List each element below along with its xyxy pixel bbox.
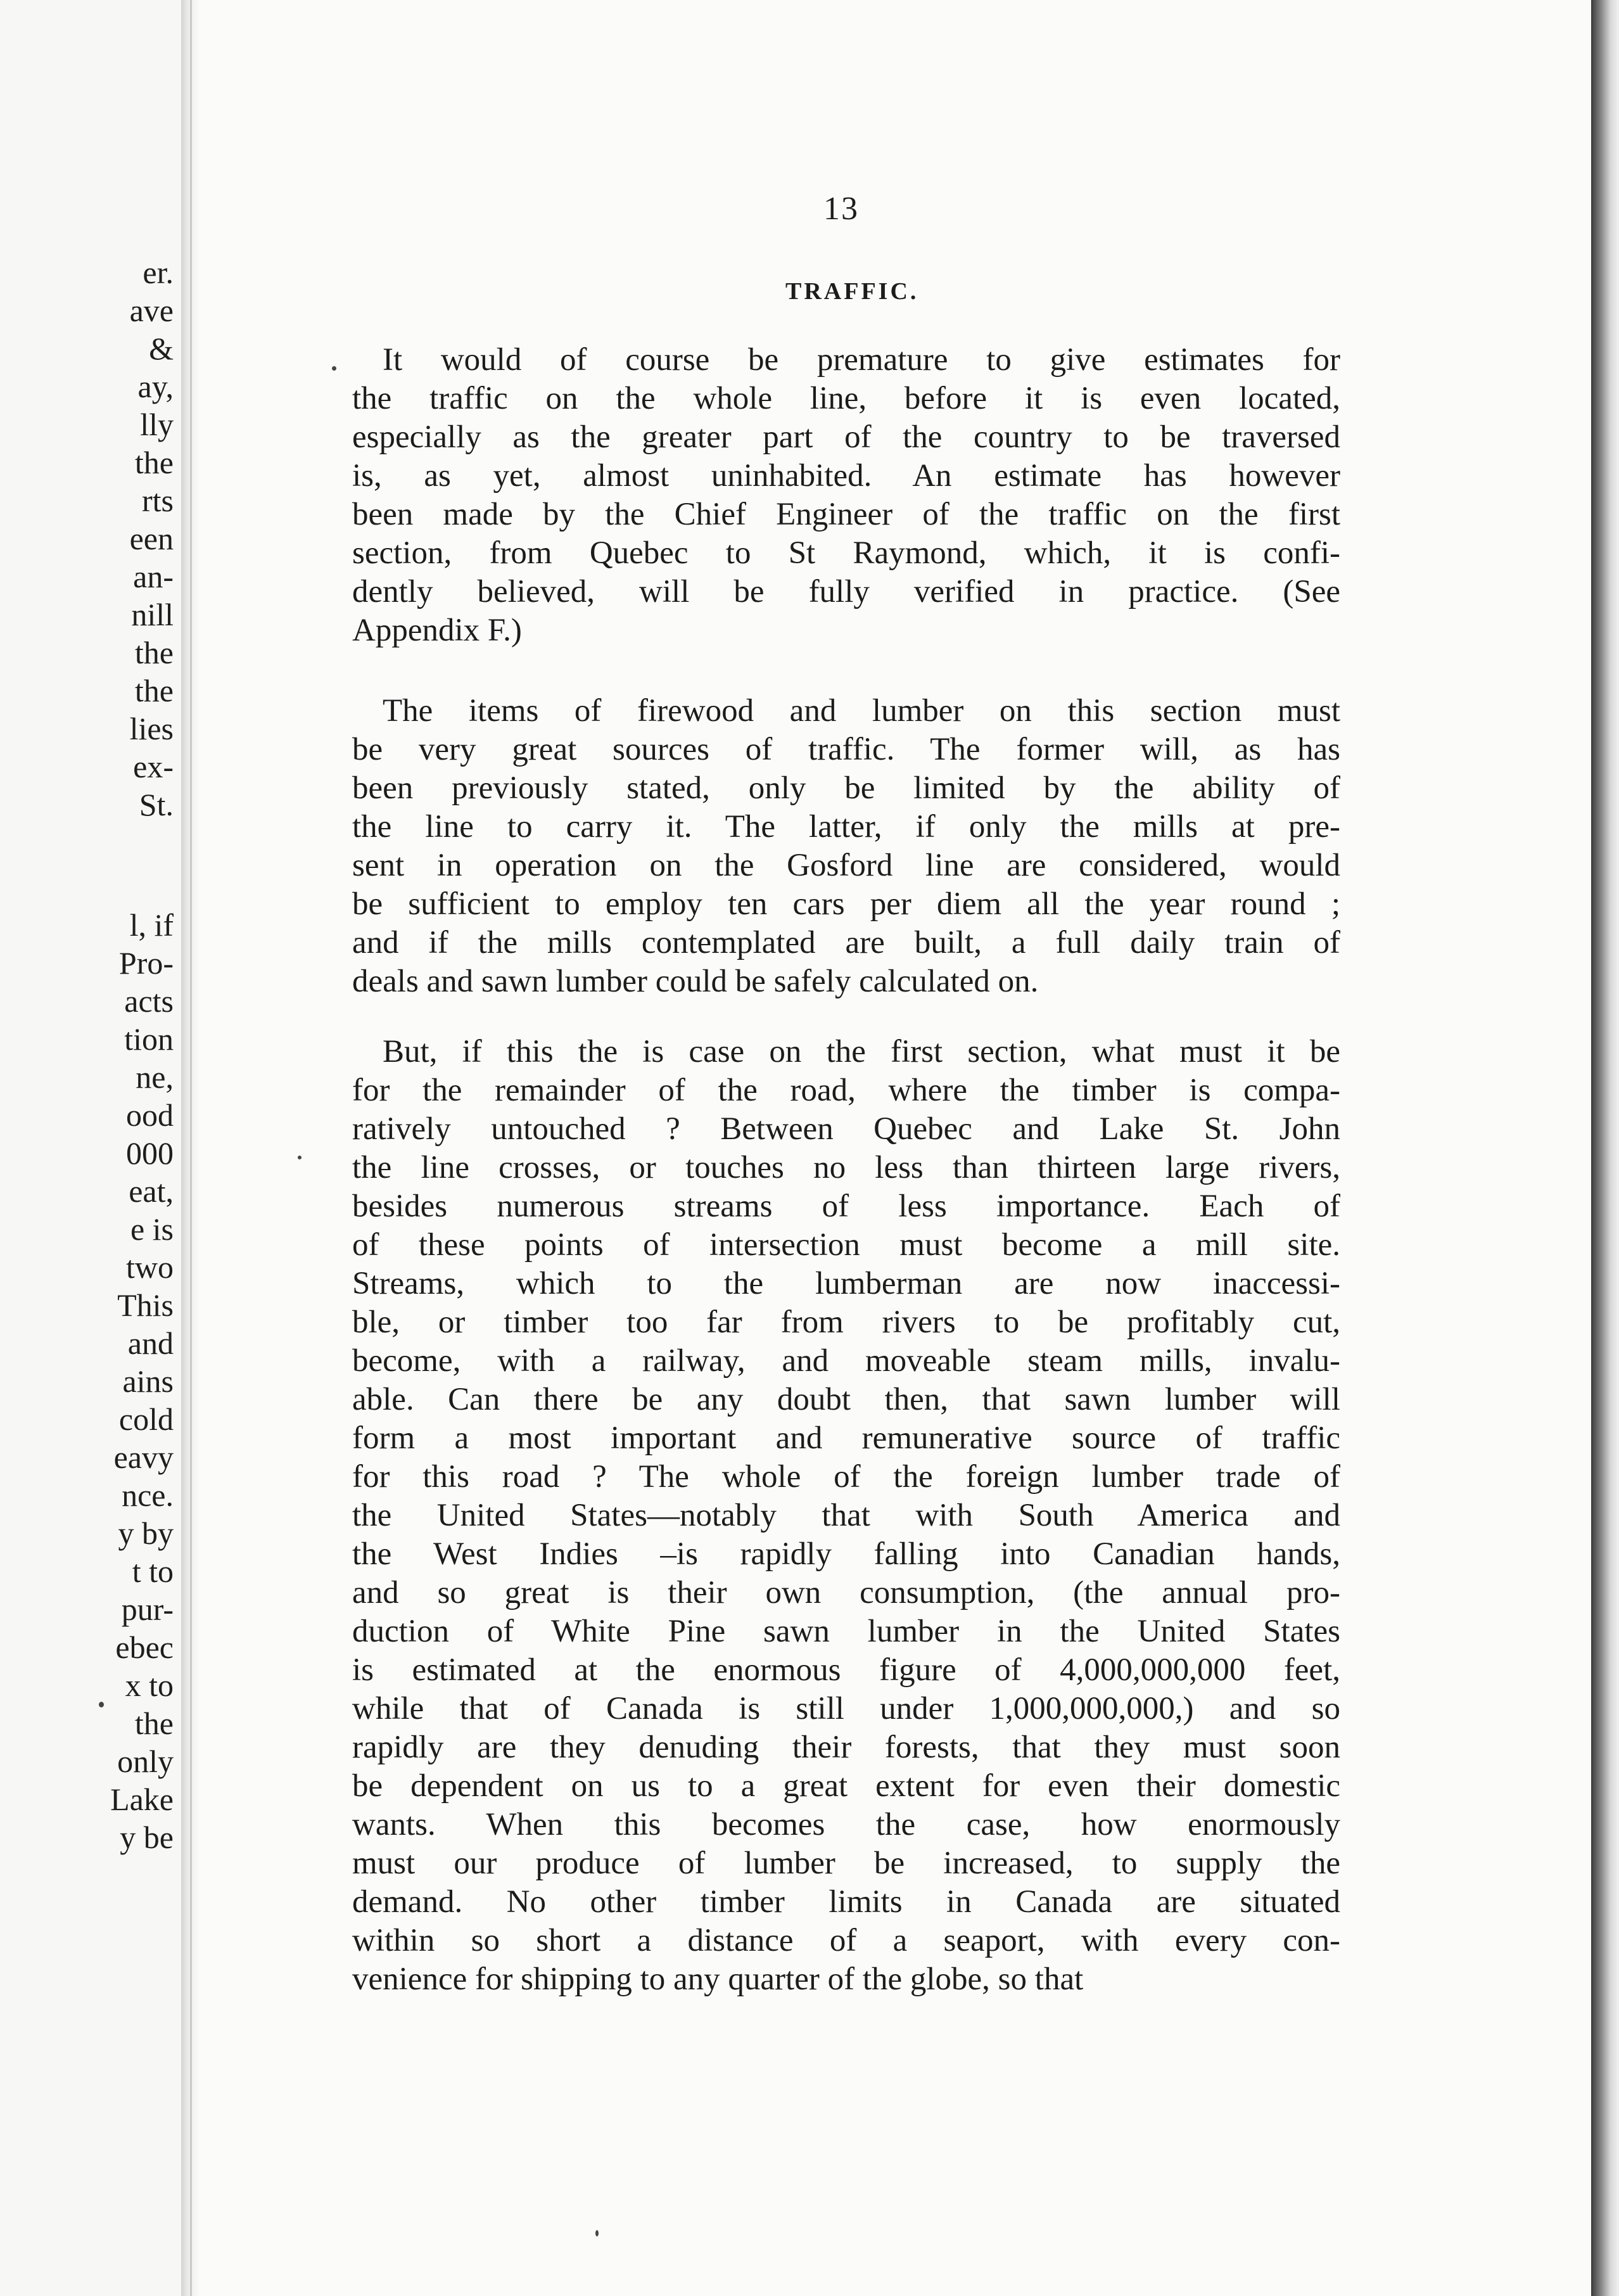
facing-page-line: t to [132, 1553, 174, 1589]
facing-page-line: This [117, 1287, 174, 1323]
text-line: the line to carry it. The latter, if only the mills at pre- [352, 809, 1340, 845]
facing-page-line: e is [130, 1211, 174, 1247]
text-line: for the remainder of the road, where the timber is compa- [352, 1073, 1340, 1108]
facing-page-line: eavy [113, 1439, 174, 1475]
facing-page-line: rts [142, 483, 174, 518]
facing-page-line: lies [129, 711, 174, 746]
facing-page-line: cold [118, 1401, 174, 1437]
facing-page-line: Lake [110, 1782, 174, 1817]
text-line: able. Can there be any doubt then, that sawn lumber will [352, 1382, 1340, 1417]
facing-page-line: & [149, 331, 174, 366]
facing-page-line: Pro- [118, 945, 174, 981]
text-line: must our produce of lumber be increased, to supply the [352, 1846, 1340, 1881]
facing-page-line: only [117, 1744, 174, 1779]
facing-page-line: the [134, 673, 174, 708]
facing-page-line: ave [129, 293, 174, 328]
page-number: 13 [823, 191, 859, 227]
text-line: be sufficient to employ ten cars per diem all the year round ; [352, 886, 1340, 922]
text-line: It would of course be premature to give estimates for [383, 342, 1340, 378]
text-line: section, from Quebec to St Raymond, which, it is confi- [352, 535, 1340, 571]
text-line: be very great sources of traffic. The former will, as has [352, 732, 1340, 767]
text-line: been previously stated, only be limited by the ability of [352, 770, 1340, 806]
text-line: The items of firewood and lumber on this section must [383, 693, 1340, 729]
scan-speck [298, 1156, 302, 1159]
facing-page-line: y by [118, 1515, 174, 1551]
text-line: the United States—notably that with South America and [352, 1498, 1340, 1533]
text-line: while that of Canada is still under 1,000,000,000,) and so [352, 1691, 1340, 1726]
facing-page-line: ood [126, 1097, 174, 1133]
text-line: form a most important and remunerative source of traffic [352, 1420, 1340, 1456]
facing-page-line: nce. [122, 1477, 174, 1513]
paragraph-3 [352, 1033, 1340, 1999]
facing-page-line: l, if [129, 907, 174, 943]
text-line: demand. No other timber limits in Canada are situated [352, 1884, 1340, 1920]
facing-page-line: and [127, 1325, 174, 1361]
facing-page-line: ne, [136, 1059, 174, 1095]
text-line: is, as yet, almost uninhabited. An estimate has however [352, 458, 1340, 494]
text-line: is estimated at the enormous figure of 4,000,000,000 feet, [352, 1652, 1340, 1688]
text-line: especially as the greater part of the country to be traversed [352, 419, 1340, 455]
facing-page-line: er. [143, 255, 174, 290]
text-line: besides numerous streams of less importance. Each of [352, 1189, 1340, 1224]
scan-speck [99, 1702, 104, 1707]
facing-page-line: an- [133, 559, 174, 594]
text-line: sent in operation on the Gosford line are considered, would [352, 848, 1340, 883]
paragraph-1 [352, 341, 1340, 650]
facing-page-line: een [129, 521, 174, 556]
facing-page-line: x to [125, 1668, 174, 1703]
text-line: and if the mills contemplated are built, a full daily train of [352, 925, 1340, 960]
text-line: of these points of intersection must become a mill site. [352, 1227, 1340, 1263]
text-line: rapidly are they denuding their forests, that they must soon [352, 1730, 1340, 1765]
text-line: be dependent on us to a great extent for even their domestic [352, 1768, 1340, 1804]
scan-speck [595, 2230, 599, 2236]
text-line: the traffic on the whole line, before it is even located, [352, 381, 1340, 416]
facing-page-line: eat, [129, 1173, 174, 1209]
paragraph-2 [352, 692, 1340, 1001]
facing-page-line: nill [131, 597, 174, 632]
scan-speck [332, 366, 336, 371]
facing-page-line: St. [139, 787, 174, 822]
facing-page-line: the [134, 635, 174, 670]
text-line: within so short a distance of a seaport, with every con- [352, 1923, 1340, 1958]
facing-page-line: pur- [121, 1591, 174, 1627]
text-line: But, if this the is case on the first section, what must it be [383, 1034, 1340, 1069]
page-edge-shadow [1591, 0, 1619, 2296]
facing-page-line: lly [140, 407, 174, 442]
text-line: for this road ? The whole of the foreign lumber trade of [352, 1459, 1340, 1495]
text-line: duction of White Pine sawn lumber in the United States [352, 1614, 1340, 1649]
text-line: dently believed, will be fully verified in practice. (See [352, 574, 1340, 609]
text-line: been made by the Chief Engineer of the traffic on the first [352, 497, 1340, 532]
facing-page-line: ains [122, 1363, 174, 1399]
facing-page-line: ay, [137, 369, 174, 404]
facing-page-line: the [134, 1706, 174, 1741]
facing-page-line: tion [124, 1021, 174, 1057]
text-line: wants. When this becomes the case, how enormously [352, 1807, 1340, 1842]
text-line: the line crosses, or touches no less than thirteen large rivers, [352, 1150, 1340, 1185]
facing-page-line: two [126, 1249, 174, 1285]
text-line: the West Indies –is rapidly falling into Canadian hands, [352, 1536, 1340, 1572]
facing-page-line: 000 [126, 1135, 174, 1171]
text-line: deals and sawn lumber could be safely calculated on. [352, 964, 1039, 999]
text-line: Streams, which to the lumberman are now inaccessi- [352, 1266, 1340, 1301]
section-heading: TRAFFIC. [785, 278, 919, 305]
facing-page-line: acts [124, 983, 174, 1019]
facing-page-line: ebec [115, 1630, 174, 1665]
facing-page-fragment [0, 0, 181, 2296]
text-line: venience for shipping to any quarter of the globe, so that [352, 1961, 1084, 1997]
gutter-divider [190, 0, 192, 2296]
facing-page-line: the [134, 445, 174, 480]
text-line: ble, or timber too far from rivers to be profitably cut, [352, 1304, 1340, 1340]
facing-page-line: y be [120, 1820, 174, 1855]
text-line: ratively untouched ? Between Quebec and Lake St. John [352, 1111, 1340, 1147]
text-line: become, with a railway, and moveable steam mills, invalu- [352, 1343, 1340, 1379]
text-line: Appendix F.) [352, 613, 522, 648]
text-line: and so great is their own consumption, (the annual pro- [352, 1575, 1340, 1610]
facing-page-line: ex- [133, 749, 174, 784]
